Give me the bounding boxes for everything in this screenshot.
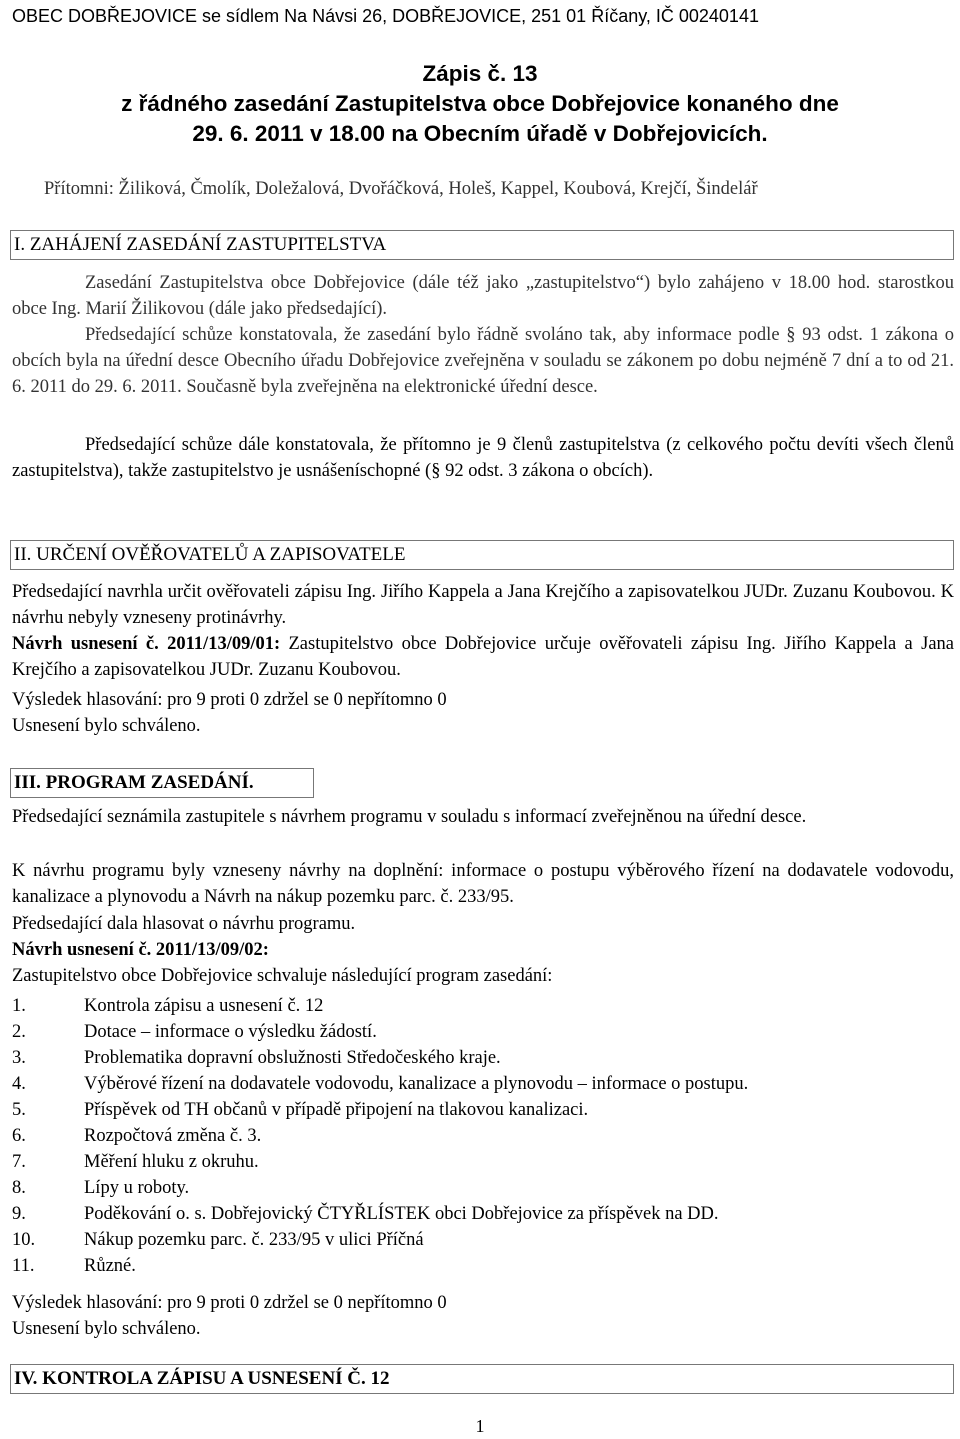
agenda-item: 2. Dotace – informace o výsledku žádostí. <box>12 1022 377 1042</box>
section-1-paragraph-1: Zasedání Zastupitelstva obce Dobřejovice (dále též jako „zastupitelstvo“) bylo zahájeno v 18.00 hod. starostkou obce Ing. Marií Žilikovou (dále jako předsedající). <box>12 273 954 319</box>
section-2-paragraph-1: Předsedající navrhla určit ověřovateli zápisu Ing. Jiřího Kappela a Jana Krejčího a zapisovatelkou JUDr. Zuzanu Koubovou. K návrhu nebyly vzneseny protinávrhy. <box>12 582 954 628</box>
section-3-heading: III. PROGRAM ZASEDÁNÍ. <box>14 772 254 793</box>
agenda-item: 3. Problematika dopravní obslužnosti Středočeského kraje. <box>12 1048 501 1068</box>
agenda-item: 11. Různé. <box>12 1256 136 1276</box>
page-number: 1 <box>475 1416 485 1436</box>
agenda-item: 8. Lípy u roboty. <box>12 1178 190 1198</box>
attendees-line: Přítomni: Žiliková, Čmolík, Doležalová, Dvořáčková, Holeš, Kappel, Koubová, Krejčí, Šindelář <box>44 179 758 199</box>
municipality-header: OBEC DOBŘEJOVICE se sídlem Na Návsi 26, DOBŘEJOVICE, 251 01 Říčany, IČ 00240141 <box>12 6 759 26</box>
minutes-title: Zápis č. 13 <box>422 61 538 86</box>
section-1-paragraph-2: Předsedající schůze konstatovala, že zasedání bylo řádně svoláno tak, aby informace podle § 93 odst. 1 zákona o obcích byla na úřední desce Obecního úřadu Dobřejovice zveřejněna v souladu se zákonem po dobu nejméně 7 dní a to od 21. 6. 2011 do 29. 6. 2011. Současně byla zveřejněna na elektronické úřední desce. <box>12 325 954 397</box>
section-2-vote-result: Výsledek hlasování: pro 9 proti 0 zdržel se 0 nepřítomno 0 <box>12 690 447 710</box>
section-3-paragraph-2: K návrhu programu byly vzneseny návrhy na doplnění: informace o postupu výběrového řízení na dodavatele vodovodu, kanalizace a plynovodu a Návrh na nákup pozemku parc. č. 233/95. <box>12 861 954 907</box>
section-4-heading-box <box>10 1364 954 1394</box>
section-3-motion-label <box>12 937 954 963</box>
section-3-approval-statement: Zastupitelstvo obce Dobřejovice schvaluje následující program zasedání: <box>12 966 553 986</box>
section-1-heading-box <box>10 230 954 260</box>
agenda-item: 6. Rozpočtová změna č. 3. <box>12 1126 262 1146</box>
section-2-resolution-status: Usnesení bylo schváleno. <box>12 716 201 736</box>
minutes-subtitle-line2: 29. 6. 2011 v 18.00 na Obecním úřadě v Dobřejovicích. <box>192 121 768 146</box>
section-2-motion <box>12 631 954 683</box>
section-3-motion-label-text: Návrh usnesení č. 2011/13/09/02: <box>12 940 269 960</box>
section-2-motion-label: Návrh usnesení č. 2011/13/09/01: <box>12 634 281 654</box>
agenda-item: 7. Měření hluku z okruhu. <box>12 1152 259 1172</box>
agenda-item: 4. Výběrové řízení na dodavatele vodovodu, kanalizace a plynovodu – informace o postupu. <box>12 1074 749 1094</box>
section-3-resolution-status: Usnesení bylo schváleno. <box>12 1319 201 1339</box>
agenda-list <box>12 993 954 1279</box>
section-1-paragraph-3: Předsedající schůze dále konstatovala, že přítomno je 9 členů zastupitelstva (z celkového počtu devíti všech členů zastupitelstva), takže zastupitelstvo je usnášeníschopné (§ 92 odst. 3 zákona o obcích). <box>12 435 954 481</box>
minutes-subtitle-line1: z řádného zasedání Zastupitelstva obce Dobřejovice konaného dne <box>121 91 839 116</box>
section-3-paragraph-1: Předsedající seznámila zastupitele s návrhem programu v souladu s informací zveřejněnou na úřední desce. <box>12 807 807 827</box>
section-3-heading-box <box>10 768 314 798</box>
agenda-item: 10. Nákup pozemku parc. č. 233/95 v ulici Příčná <box>12 1230 424 1250</box>
section-4-heading: IV. KONTROLA ZÁPISU A USNESENÍ Č. 12 <box>14 1368 390 1389</box>
agenda-item: 5. Příspěvek od TH občanů v případě připojení na tlakovou kanalizaci. <box>12 1100 589 1120</box>
agenda-item: 1. Kontrola zápisu a usnesení č. 12 <box>12 996 324 1016</box>
section-2-heading: II. URČENÍ OVĚŘOVATELŮ A ZAPISOVATELE <box>14 544 406 565</box>
section-3-paragraph-3: Předsedající dala hlasovat o návrhu programu. <box>12 914 356 934</box>
section-3-vote-result: Výsledek hlasování: pro 9 proti 0 zdržel se 0 nepřítomno 0 <box>12 1293 447 1313</box>
agenda-item: 9. Poděkování o. s. Dobřejovický ČTYŘLÍSTEK obci Dobřejovice za příspěvek na DD. <box>12 1204 719 1224</box>
section-2-heading-box <box>10 540 954 570</box>
section-2-motion-text: Zastupitelstvo obce Dobřejovice určuje ověřovateli zápisu Ing. Jiřího Kappela a Jana Krejčího a zapisovatelkou JUDr. Zuzanu Koubovou. <box>12 634 954 680</box>
section-1-heading: I. ZAHÁJENÍ ZASEDÁNÍ ZASTUPITELSTVA <box>14 234 387 255</box>
